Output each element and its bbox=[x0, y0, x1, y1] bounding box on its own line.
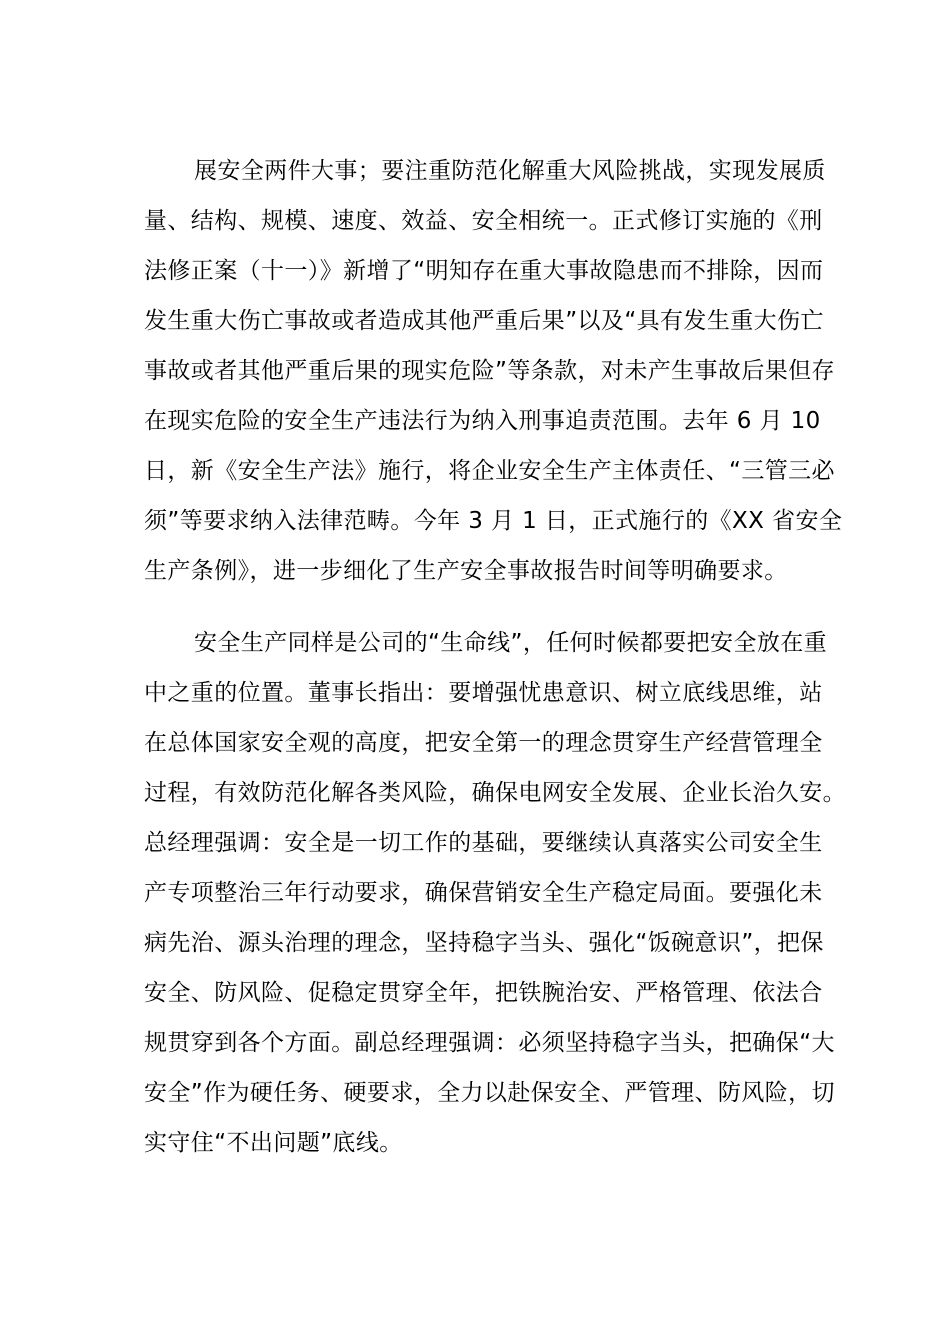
text-line: 在现实危险的安全生产违法行为纳入刑事追责范围。去年 6 月 10 bbox=[144, 408, 821, 434]
text-line: 安全生产同样是公司的“生命线”，任何时候都要把安全放在重 bbox=[194, 630, 828, 656]
text-line: 展安全两件大事；要注重防范化解重大风险挑战，实现发展质 bbox=[194, 158, 826, 184]
text-line: 安全、防风险、促稳定贯穿全年，把铁腕治安、严格管理、依法合 bbox=[144, 980, 823, 1006]
text-line: 产专项整治三年行动要求，确保营销安全生产稳定局面。要强化未 bbox=[144, 880, 823, 906]
text-line: 量、结构、规模、速度、效益、安全相统一。正式修订实施的《刑 bbox=[144, 208, 823, 234]
text-line: 法修正案（十一）》新增了“明知存在重大事故隐患而不排除，因而 bbox=[144, 258, 824, 284]
text-line: 安全”作为硬任务、硬要求，全力以赴保安全、严管理、防风险，切 bbox=[144, 1080, 835, 1106]
text-line: 日，新《安全生产法》施行，将企业安全生产主体责任、“三管三必 bbox=[144, 458, 835, 484]
text-line: 实守住“不出问题”底线。 bbox=[144, 1130, 403, 1156]
text-line: 须”等要求纳入法律范畴。今年 3 月 1 日，正式施行的《XX 省安全 bbox=[144, 508, 843, 534]
text-line: 生产条例》，进一步细化了生产安全事故报告时间等明确要求。 bbox=[144, 558, 788, 584]
text-line: 中之重的位置。董事长指出：要增强忧患意识、树立底线思维，站 bbox=[144, 680, 823, 706]
text-line: 事故或者其他严重后果的现实危险”等条款，对未产生事故后果但存 bbox=[144, 358, 835, 384]
text-line: 在总体国家安全观的高度，把安全第一的理念贯穿生产经营管理全 bbox=[144, 730, 823, 756]
text-line: 发生重大伤亡事故或者造成其他严重后果”以及“具有发生重大伤亡 bbox=[144, 308, 824, 334]
text-line: 总经理强调：安全是一切工作的基础，要继续认真落实公司安全生 bbox=[144, 830, 823, 856]
text-line: 病先治、源头治理的理念，坚持稳字当头、强化“饭碗意识”，把保 bbox=[144, 930, 824, 956]
text-line: 规贯穿到各个方面。副总经理强调：必须坚持稳字当头，把确保“大 bbox=[144, 1030, 835, 1056]
text-line: 过程，有效防范化解各类风险，确保电网安全发展、企业长治久安。 bbox=[144, 780, 846, 806]
